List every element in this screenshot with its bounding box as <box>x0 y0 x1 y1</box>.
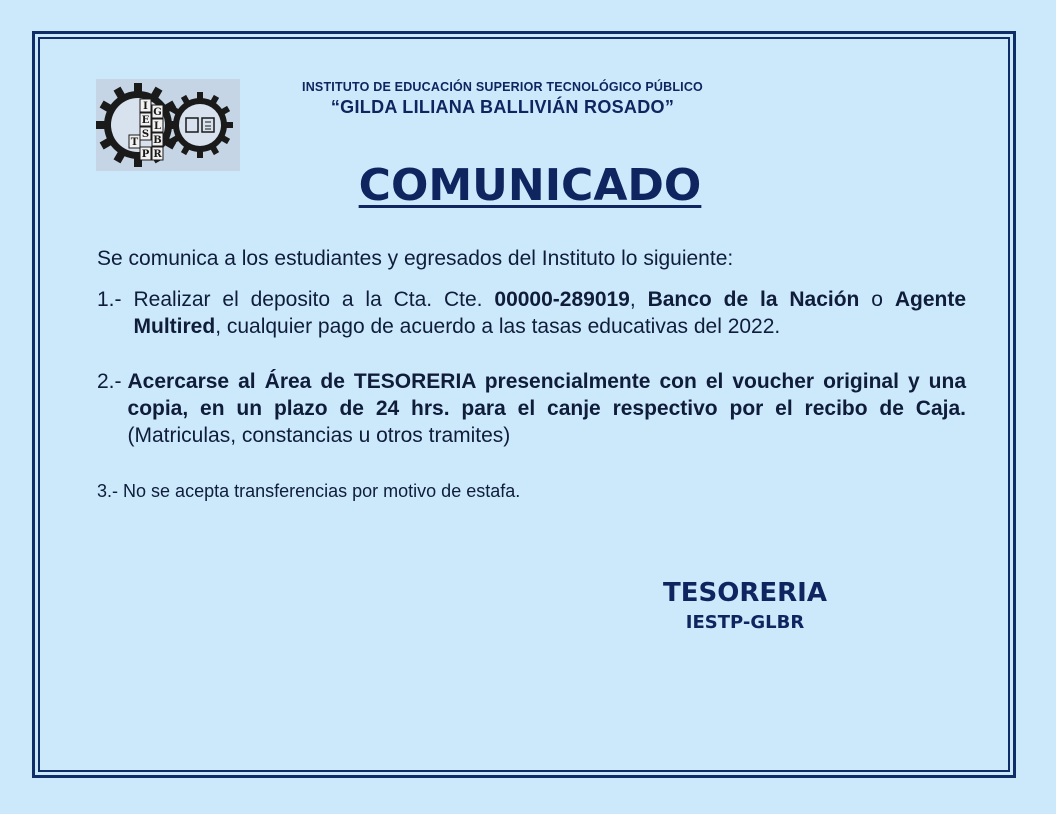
institute-logo <box>96 79 240 171</box>
signature-subtitle: IESTP-GLBR <box>685 612 805 633</box>
item-number: 1.- <box>97 288 122 311</box>
logo-letter: P <box>141 149 150 160</box>
logo-letter: B <box>153 135 162 146</box>
bank-name: Banco de la Nación <box>647 288 860 311</box>
agent-name: Agente Multired <box>133 288 967 338</box>
item-number: 2.- <box>97 370 122 393</box>
institute-name: “GILDA LILIANA BALLIVIÁN ROSADO” <box>330 97 675 117</box>
item-text: No se acepta transferencias por motivo de estafa. <box>123 481 521 501</box>
item-number: 3.- <box>97 481 119 501</box>
item-text: Acercarse al Área de TESORERIA presencialmente con el voucher original y una copia, en un plazo de 24 hrs. para el canje respectivo por el recibo de Caja. (Matriculas, constancias u otros tramites) <box>127 370 966 447</box>
institute-header <box>270 80 735 118</box>
list-item <box>97 286 966 340</box>
list-item <box>97 478 966 505</box>
logo-letter: G <box>153 107 162 118</box>
signature-title: TESORERIA <box>663 578 827 608</box>
logo-letter: T <box>130 137 139 148</box>
list-item <box>97 368 966 449</box>
logo-letter: L <box>153 121 162 132</box>
logo-letter: E <box>141 115 150 126</box>
institute-type: INSTITUTO DE EDUCACIÓN SUPERIOR TECNOLÓGICO PÚBLICO <box>302 80 703 94</box>
signature-block <box>640 578 850 633</box>
logo-letter: I <box>143 101 148 112</box>
page-title: COMUNICADO <box>358 160 702 211</box>
account-number: 00000-289019 <box>494 288 630 311</box>
intro-text: Se comunica a los estudiantes y egresados del Instituto lo siguiente: <box>97 247 734 270</box>
logo-letter: S <box>141 129 150 140</box>
item-text: Realizar el deposito a la Cta. Cte. 00000-289019, Banco de la Nación o Agente Multired, cualquier pago de acuerdo a las tasas educativas del 2022. <box>133 288 967 338</box>
gear-emblem-icon <box>96 79 240 171</box>
logo-letter: R <box>153 149 162 160</box>
